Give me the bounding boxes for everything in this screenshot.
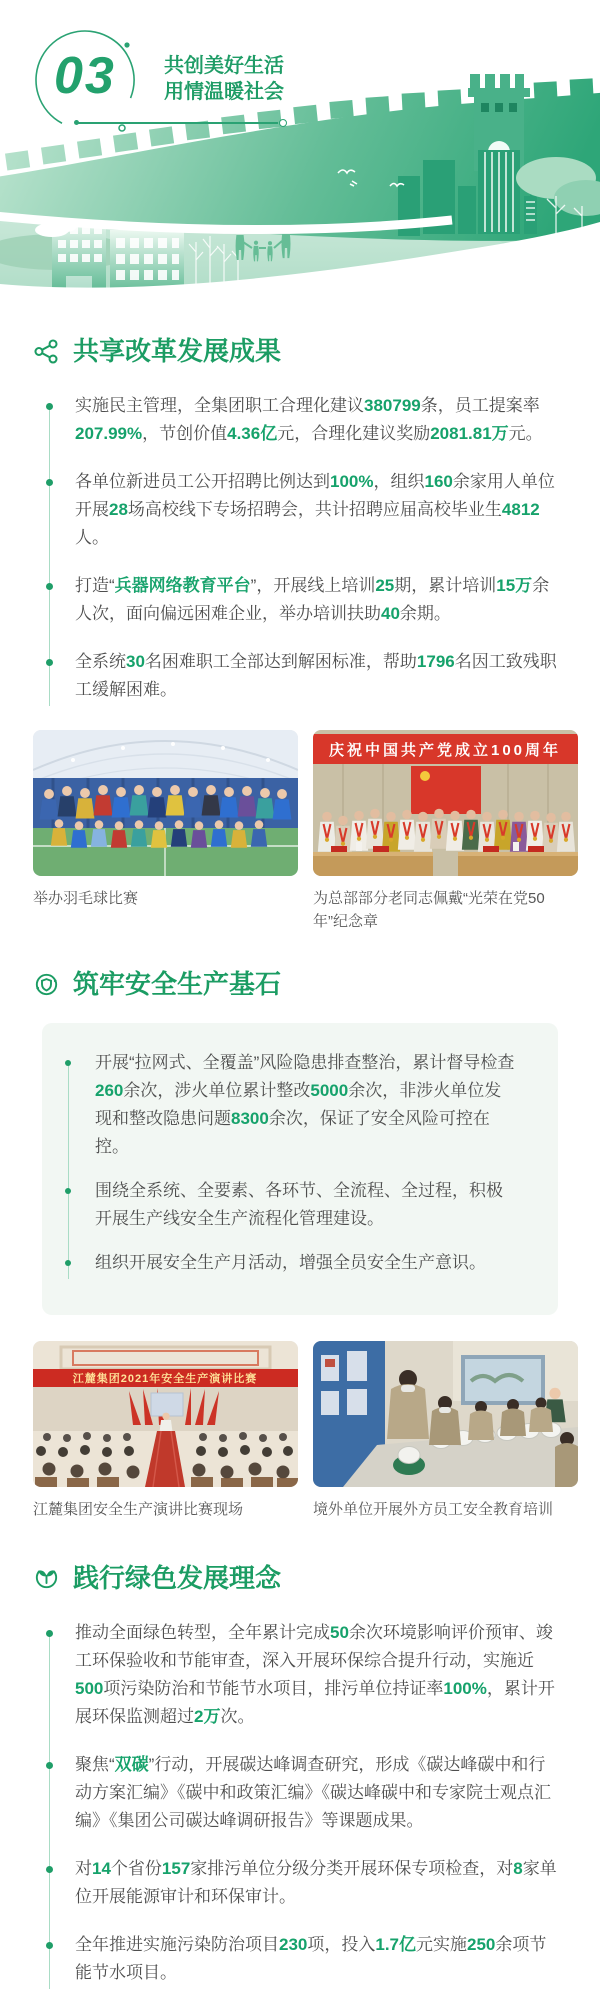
great-wall-illustration bbox=[0, 0, 600, 300]
share-network-icon bbox=[33, 338, 60, 365]
bullet-item bbox=[33, 1619, 567, 1731]
section-title: 共享改革发展成果 bbox=[73, 336, 282, 366]
bullet-item bbox=[42, 1249, 524, 1277]
sprout-icon bbox=[33, 1565, 60, 1592]
contest-banner-text: 江麓集团2021年安全生产演讲比赛 bbox=[72, 1373, 258, 1385]
bullet-dot bbox=[46, 479, 53, 486]
bullet-text: 开展“拉网式、全覆盖”风险隐患排查整治，累计督导检查260余次，涉火单位累计整改5000余次，非涉火单位发现和整改隐患问题8300余次，保证了安全风险可控在控。 bbox=[95, 1053, 515, 1156]
bullet-item bbox=[33, 1855, 567, 1911]
speech-contest-photo-image bbox=[33, 1341, 298, 1487]
bullet-dot bbox=[46, 403, 53, 410]
bullet-text: 对14个省份157家排污单位分级分类开展环保专项检查，对8家单位开展能源审计和环保审计。 bbox=[75, 1859, 557, 1906]
chapter-title bbox=[164, 53, 284, 105]
badminton-photo-image bbox=[33, 730, 298, 876]
section-reform-heading bbox=[33, 334, 567, 368]
bullet-item bbox=[33, 572, 567, 628]
reform-bullet-list bbox=[33, 392, 567, 704]
bullet-text: 组织开展安全生产月活动，增强全员安全生产意识。 bbox=[95, 1253, 486, 1272]
photo-speech-contest bbox=[33, 1341, 298, 1521]
bullet-text: 全系统30名困难职工全部达到解困标准，帮助1796名因工致残职工缓解困难。 bbox=[75, 652, 557, 699]
bullet-text: 各单位新进员工公开招聘比例达到100%，组织160余家用人单位开展28场高校线下专场招聘会，共计招聘应届高校毕业生4812人。 bbox=[75, 472, 555, 547]
section-green-heading bbox=[33, 1561, 567, 1595]
bullet-dot bbox=[65, 1060, 71, 1066]
photo-caption: 为总部部分老同志佩戴“光荣在党50年”纪念章 bbox=[313, 890, 545, 930]
section-reform bbox=[33, 334, 567, 933]
bullet-text: 实施民主管理，全集团职工合理化建议380799条，员工提案率207.99%，节创价值4.36亿元，合理化建议奖励2081.81万元。 bbox=[75, 396, 543, 443]
chapter-underline bbox=[78, 122, 278, 124]
green-bullet-list bbox=[33, 1619, 567, 1987]
section-green bbox=[33, 1561, 567, 1987]
bullet-item bbox=[42, 1049, 524, 1161]
section-safety-heading bbox=[33, 967, 567, 1001]
anniversary-banner-text: 庆祝中国共产党成立100周年 bbox=[328, 742, 562, 759]
section-title: 筑牢安全生产基石 bbox=[73, 969, 282, 999]
safety-photo-row bbox=[33, 1341, 567, 1521]
safety-bullet-list bbox=[42, 1049, 524, 1277]
photo-caption: 举办羽毛球比赛 bbox=[33, 890, 139, 907]
photo-badminton bbox=[33, 730, 298, 933]
bullet-item bbox=[33, 468, 567, 552]
safety-highlight-box bbox=[42, 1023, 558, 1315]
bullet-dot bbox=[46, 583, 53, 590]
section-safety bbox=[33, 967, 567, 1521]
section-title: 践行绿色发展理念 bbox=[73, 1563, 282, 1593]
bullet-item bbox=[33, 1931, 567, 1987]
bullet-text: 围绕全系统、全要素、各环节、全流程、全过程，积极开展生产线安全生产流程化管理建设。 bbox=[95, 1181, 503, 1228]
bullet-dot bbox=[46, 1942, 53, 1949]
bullet-dot bbox=[46, 1630, 53, 1637]
chapter-number: 03 bbox=[54, 47, 116, 105]
bullet-dot bbox=[65, 1188, 71, 1194]
photo-caption: 江麓集团安全生产演讲比赛现场 bbox=[33, 1501, 244, 1518]
photo-anniversary bbox=[313, 730, 578, 933]
bullet-text: 全年推进实施污染防治项目230项，投入1.7亿元实施250余项节能节水项目。 bbox=[75, 1935, 547, 1982]
shield-badge-icon bbox=[33, 971, 60, 998]
bullet-item bbox=[33, 392, 567, 448]
bullet-item bbox=[33, 648, 567, 704]
bullet-text: 打造“兵器网络教育平台”，开展线上培训25期，累计培训15万余人次，面向偏远困难企业，举办培训扶助40余期。 bbox=[75, 576, 550, 623]
overseas-training-photo-image bbox=[313, 1341, 578, 1487]
bullet-item bbox=[42, 1177, 524, 1233]
chapter-title-line2: 用情温暖社会 bbox=[164, 81, 284, 103]
bullet-dot bbox=[65, 1260, 71, 1266]
reform-photo-row bbox=[33, 730, 567, 933]
anniversary-photo-image bbox=[313, 730, 578, 876]
bullet-text: 聚焦“双碳”行动，开展碳达峰调查研究，形成《碳达峰碳中和行动方案汇编》《碳中和政策汇编》《碳达峰碳中和专家院士观点汇编》《集团公司碳达峰调研报告》等课题成果。 bbox=[75, 1755, 551, 1830]
bullet-text: 推动全面绿色转型，全年累计完成50余次环境影响评价预审、竣工环保验收和节能审查，深入开展环保综合提升行动，实施近500项污染防治和节能节水项目，排污单位持证率100%，累计开展环保监测超过2万次。 bbox=[75, 1623, 555, 1726]
bullet-dot bbox=[46, 1762, 53, 1769]
photo-overseas-training bbox=[313, 1341, 578, 1521]
chapter-title-line1: 共创美好生活 bbox=[164, 55, 284, 77]
chapter-header bbox=[0, 0, 600, 300]
page-content bbox=[0, 334, 600, 2005]
bullet-item bbox=[33, 1751, 567, 1835]
photo-caption: 境外单位开展外方员工安全教育培训 bbox=[313, 1501, 554, 1518]
bullet-dot bbox=[46, 1866, 53, 1873]
bullet-dot bbox=[46, 659, 53, 666]
